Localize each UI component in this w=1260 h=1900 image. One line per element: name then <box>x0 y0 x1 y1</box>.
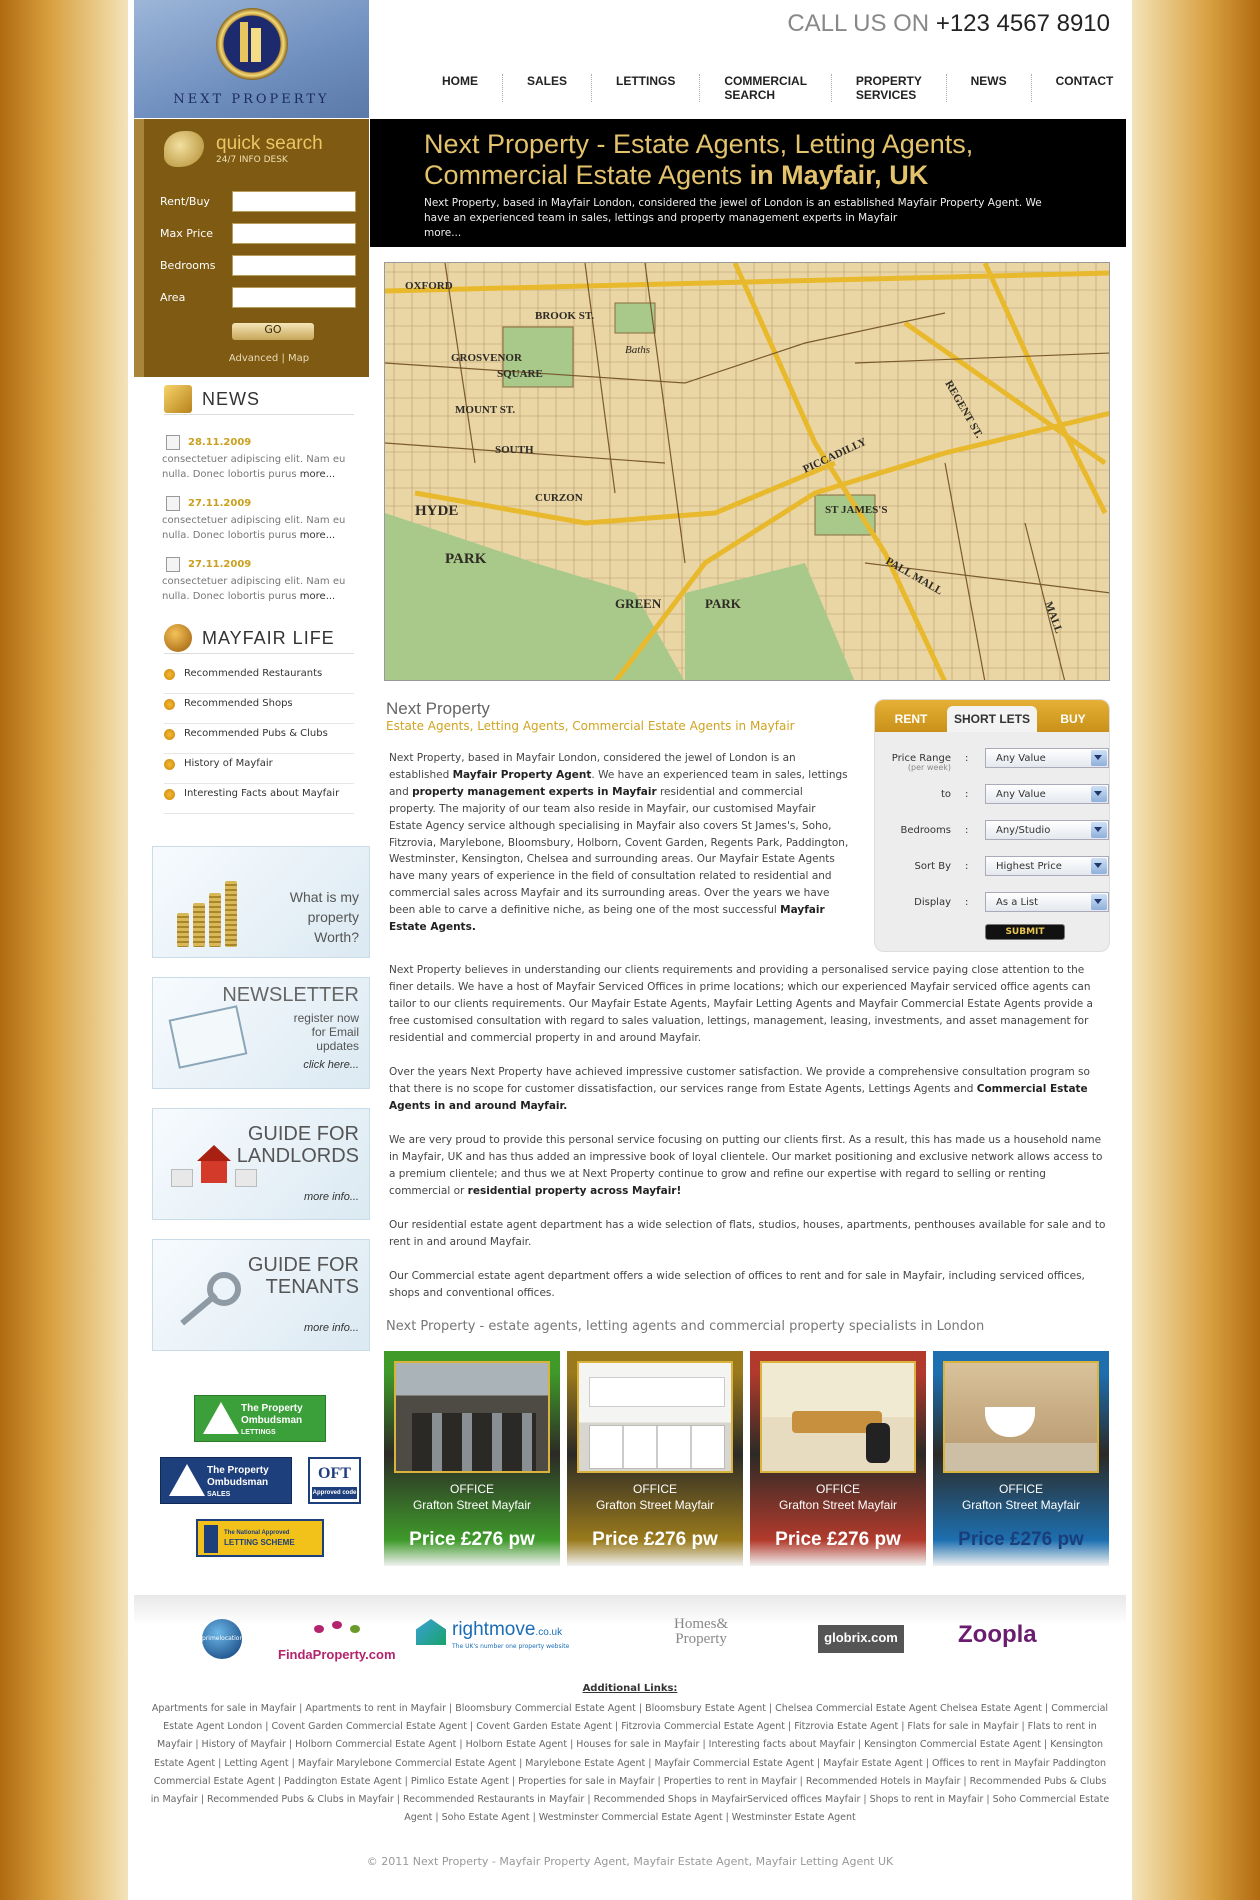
hero-title <box>424 129 1104 191</box>
worth-line3: Worth? <box>314 929 359 945</box>
max-price-input[interactable] <box>232 223 356 244</box>
ombudsman-logo-icon <box>169 1464 205 1496</box>
rightmove-tagline: The UK's number one property website <box>452 1643 570 1650</box>
news-more-link[interactable]: more... <box>299 469 336 480</box>
map-label: PARK <box>705 596 741 611</box>
homes-logo-text: Property <box>675 1631 727 1647</box>
homes-logo-text: Homes& <box>674 1616 729 1632</box>
badge-text: LETTINGS <box>241 1429 276 1436</box>
map-graphic <box>385 263 1110 681</box>
mayfair-life-link[interactable]: Recommended Pubs & Clubs <box>164 724 354 754</box>
submit-button[interactable]: SUBMIT <box>985 924 1065 940</box>
qs-row-rent-buy <box>160 191 370 213</box>
main-nav <box>418 74 1132 102</box>
news-item <box>162 559 352 604</box>
text: residential property across Mayfair! <box>467 1185 682 1197</box>
qs-row-max-price <box>160 223 370 245</box>
mayfair-life-title: MAYFAIR LIFE <box>202 628 335 648</box>
text: Next Property, based in Mayfair London, considered the jewel of London is an established <box>389 752 796 781</box>
logo-text: NEXT PROPERTY <box>173 92 330 107</box>
newsletter-promo[interactable] <box>152 977 370 1089</box>
key-icon <box>164 131 204 167</box>
rightmove-tld: .co.uk <box>535 1627 563 1638</box>
nav-home[interactable]: HOME <box>418 74 503 102</box>
qs-label: Bedrooms <box>160 259 216 272</box>
tab-rent[interactable]: RENT <box>894 712 928 726</box>
news-date: 28.11.2009 <box>162 437 352 448</box>
property-card[interactable] <box>384 1351 560 1566</box>
quick-search-subtitle: 24/7 INFO DESK <box>216 155 288 165</box>
area-input[interactable] <box>232 287 356 308</box>
ombudsman-logo-icon <box>203 1402 239 1434</box>
hero-description: Next Property, based in Mayfair London, considered the jewel of London is an established Mayfair Property Agent. We have an experienced team in sales, lettings and property management experts in Mayfair <box>424 197 1042 224</box>
mayfair-life-link[interactable]: Recommended Shops <box>164 694 354 724</box>
qs-row-area <box>160 287 370 309</box>
hero-text <box>424 196 1044 241</box>
price-to-select[interactable] <box>985 784 1109 804</box>
field-label: to <box>940 789 951 800</box>
property-search-form <box>874 699 1110 952</box>
price-from-select[interactable] <box>985 748 1109 768</box>
rightmove-house-icon <box>416 1619 446 1645</box>
rightmove-logo[interactable] <box>452 1619 562 1641</box>
map-label: CURZON <box>535 492 583 504</box>
field-label: Bedrooms <box>900 825 951 836</box>
mayfair-life-link[interactable]: History of Mayfair <box>164 754 354 784</box>
intro-paragraph-2: Next Property believes in understanding our clients requirements and providing a personalised service paying close attention to the finer details. We have a host of Mayfair Serviced Offices in prime locations; which our experienced Mayfair serviced office agents can tailor to our clients requirements. Our Mayfair Estate Agents, Mayfair Letting Agents and Mayfair Commercial Estate Agents provide a free customised consultation with regard to sales valuation, lettings, management, leasing, investments, and asset management for residential and commercial property in and around Mayfair. <box>389 964 1093 1044</box>
map-label: SQUARE <box>497 368 543 380</box>
property-photo <box>394 1361 550 1473</box>
text: We are very proud to provide this personal service focusing on putting our clients first. As a result, this has made us a household name in Mayfair, UK and has thus added an impressive book of loyal clientele. Our market positioning and exclusive network allows access to a premium clientele; and thus we at Next Property continue to grow and refine our expertise with regard to selling or renting commercial or <box>389 1134 1103 1197</box>
rent-buy-input[interactable] <box>232 191 356 212</box>
news-header <box>164 381 354 415</box>
chevron-down-icon <box>1094 791 1102 796</box>
select-value: As a List <box>996 897 1039 908</box>
property-photo <box>760 1361 916 1473</box>
display-row: Display : As a List <box>885 892 1101 914</box>
tab-short-lets[interactable]: SHORT LETS <box>947 706 1037 732</box>
display-select[interactable] <box>985 892 1109 912</box>
bedrooms-select[interactable] <box>985 820 1109 840</box>
price-to-row: to : Any Value <box>885 784 1101 806</box>
badge-text: SALES <box>207 1491 231 1498</box>
select-value: Any Value <box>996 789 1046 800</box>
news-more-link[interactable]: more... <box>299 530 336 541</box>
call-us <box>787 10 1110 38</box>
page-wrapper <box>128 0 1132 1900</box>
bedrooms-input[interactable] <box>232 255 356 276</box>
phone-number[interactable]: +123 4567 8910 <box>935 10 1110 37</box>
hero-more-link[interactable]: more... <box>424 227 462 239</box>
property-location: Grafton Street Mayfair <box>595 1498 715 1512</box>
tagline: Next Property - estate agents, letting agents and commercial property specialists in London <box>386 1319 985 1334</box>
news-date: 27.11.2009 <box>162 498 352 509</box>
additional-links[interactable]: Apartments for sale in Mayfair | Apartments to rent in Mayfair | Bloomsbury Commercial Estate Agent | Bloomsbury Estate Agent | Chelsea Commercial Estate Agent Chelsea Estate Agent | Commercial Estate Agent London | Covent Garden Commercial Estate Agent | Covent Garden Estate Agent | Fitzrovia Commercial Estate Agent | Fitzrovia Estate Agent | Flats for sale in Mayfair | Flats to rent in Mayfair | History of Mayfair | Holborn Commercial Estate Agent | Holborn Estate Agent | Houses for sale in Mayfair | Interesting facts about Mayfair | Kensington Commercial Estate Agent | Kensington Estate Agent | Letting Agent | Mayfair Marylebone Commercial Estate Agent | Marylebone Estate Agent | Mayfair Commercial Estate Agent | Mayfair Estate Agent | Offices to rent in Mayfair Paddington Commercial Estate Agent | Paddington Estate Agent | Pimlico Estate Agent | Properties for sale in Mayfair | Properties to rent in Mayfair | Recommended Hotels in Mayfair | Recommended Pubs & Clubs in Mayfair | Recommended Pubs & Clubs in Mayfair | Recommended Restaurants in Mayfair | Recommended Shops in MayfairServiced offices Mayfair | Shops to rent in Mayfair | Soho Commercial Estate Agent | Soho Estate Agent | Westminster Commercial Estate Agent | Westminster Estate Agent <box>150 1703 1110 1824</box>
landlords-line2: LANDLORDS <box>236 1145 359 1167</box>
globrix-logo[interactable]: globrix.com <box>818 1625 904 1653</box>
worth-line1: What is my <box>289 889 359 905</box>
landlords-line1: GUIDE FOR <box>247 1123 359 1145</box>
text: Commercial Estate Agents in and around Mayfair. <box>389 1083 1088 1112</box>
partner-logos <box>134 1595 1126 1695</box>
additional-links-title: Additional Links: <box>582 1683 678 1694</box>
news-item <box>162 498 352 543</box>
chevron-down-icon <box>1094 899 1102 904</box>
newsletter-line1: register now <box>293 1011 359 1025</box>
call-label: CALL US ON <box>787 10 930 37</box>
tenants-line2: TENANTS <box>265 1276 359 1298</box>
map-label: GREEN <box>615 596 662 611</box>
chevron-down-icon <box>1094 827 1102 832</box>
property-type: OFFICE <box>450 1482 494 1496</box>
news-text: consectetuer adipiscing elit. Nam eu nulla. Donec lobortis purus <box>162 576 346 602</box>
field-label: Display <box>914 897 951 908</box>
text: residential and commercial property. The majority of our team also reside in Mayfair, our customised Mayfair Estate Agency service although specialising in Mayfair also covers St James's, Soho, Fitzrovia, Marylebone, Bloomsbury, Holborn, Covent Garden, Regents Park, Paddington, Westminster, Kensington, Chelsea and surrounding areas. Our Mayfair Estate Agents have many years of experience in the field of consultation related to residential and commercial sales across Mayfair and its surrounding areas. Over the years we have been able to carve a definitive niche, as being one of the most successful <box>389 785 849 917</box>
letting-scheme-badge[interactable] <box>196 1519 324 1557</box>
hero-banner <box>370 119 1126 247</box>
news-text: consectetuer adipiscing elit. Nam eu nulla. Donec lobortis purus <box>162 454 346 480</box>
map-label: BROOK ST. <box>535 310 595 322</box>
field-label: Price Range <box>891 753 951 764</box>
key-icon <box>167 1268 257 1328</box>
newsletter-title: NEWSLETTER <box>222 984 359 1006</box>
sort-by-select[interactable] <box>985 856 1109 876</box>
nav-contact[interactable]: CONTACT <box>1055 74 1114 88</box>
badge-text: Ombudsman <box>207 1477 269 1488</box>
property-card[interactable] <box>567 1351 743 1566</box>
nav-commercial-search[interactable]: COMMERCIAL SEARCH <box>700 74 831 102</box>
map-label: REGENT ST. <box>942 378 985 441</box>
map-label: ST JAMES'S <box>825 504 888 516</box>
map-label: MALL <box>1042 599 1065 636</box>
property-worth-promo[interactable] <box>152 846 370 958</box>
hero-title-line1: Next Property - Estate Agents, Letting Agents, <box>424 129 974 159</box>
logo[interactable] <box>134 0 369 118</box>
property-card[interactable] <box>933 1351 1109 1566</box>
map-label: MOUNT ST. <box>455 404 516 416</box>
intro-title: Next Property <box>386 699 490 718</box>
quick-search-panel <box>134 119 369 377</box>
news-more-link[interactable]: more... <box>299 591 336 602</box>
map-label: PICCADILLY <box>801 435 869 476</box>
map-label: GROSVENOR <box>451 352 522 364</box>
map-label: Baths <box>625 344 651 356</box>
property-type: OFFICE <box>999 1482 1043 1496</box>
chevron-down-icon <box>1094 755 1102 760</box>
text: property management experts in Mayfair <box>412 785 657 798</box>
mayfair-life-header <box>164 620 354 654</box>
worth-line2: property <box>307 909 359 925</box>
property-price: Price £276 pw <box>775 1529 901 1550</box>
hero-title-location: in Mayfair, UK <box>749 160 929 190</box>
qs-label: Rent/Buy <box>160 195 210 208</box>
area-map[interactable] <box>384 262 1110 681</box>
nav-sales[interactable]: SALES <box>503 74 592 102</box>
birds-icon <box>314 1621 364 1635</box>
badge-text: Approved code <box>312 1487 357 1499</box>
quick-search-title: quick search <box>216 133 323 154</box>
mayfair-life-link[interactable]: Recommended Restaurants <box>164 664 354 694</box>
ombudsman-sales-badge[interactable] <box>160 1457 292 1504</box>
badge-text: OFT <box>318 1465 351 1482</box>
findaproperty-logo[interactable]: FindaProperty.com <box>278 1647 396 1662</box>
text: Mayfair Property Agent <box>452 768 592 781</box>
zoopla-logo[interactable]: Zoopla <box>958 1621 1037 1648</box>
property-price: Price £276 pw <box>958 1529 1084 1550</box>
intro-paragraph-3 <box>389 1064 1109 1115</box>
scheme-logo-icon <box>204 1525 218 1553</box>
select-value: Any Value <box>996 753 1046 764</box>
news-title: NEWS <box>202 389 260 409</box>
news-date: 27.11.2009 <box>162 559 352 570</box>
globe-icon <box>164 624 192 652</box>
copyright: © 2011 Next Property - Mayfair Property Agent, Mayfair Estate Agent, Mayfair Letting Agent UK <box>366 1855 894 1868</box>
landlords-cta[interactable]: more info... <box>303 1191 359 1203</box>
intro-paragraph-5: Our residential estate agent department has a wide selection of flats, studios, houses, apartments, penthouses available for sale and to rent in and around Mayfair. <box>389 1219 1106 1248</box>
primelocation-logo[interactable]: primelocation.com <box>202 1619 242 1659</box>
intro-paragraph-6: Our Commercial estate agent department offers a wide selection of offices to rent and for sale in Mayfair, including serviced offices, shops and conventional offices. <box>389 1270 1085 1299</box>
qs-row-bedrooms <box>160 255 370 277</box>
badge-text: The Property <box>207 1465 269 1476</box>
bedrooms-row: Bedrooms : Any/Studio <box>885 820 1101 842</box>
map-label: PALL MALL <box>883 555 945 598</box>
nav-news[interactable]: NEWS <box>947 74 1032 102</box>
tab-buy[interactable]: BUY <box>1060 712 1086 726</box>
advanced-map-links[interactable]: Advanced | Map <box>228 353 310 364</box>
nav-lettings[interactable]: LETTINGS <box>592 74 700 102</box>
ombudsman-lettings-badge[interactable] <box>194 1395 326 1442</box>
property-location: Grafton Street Mayfair <box>778 1498 898 1512</box>
qs-label: Area <box>160 291 186 304</box>
text: Over the years Next Property have achieved impressive customer satisfaction. We provide a comprehensive consultation program so that there is no scope for customer dissatisfaction, our services range from Estate Agents, Lettings Agents and <box>389 1066 1090 1095</box>
logo-emblem-icon <box>216 8 288 80</box>
sort-by-row: Sort By : Highest Price <box>885 856 1101 878</box>
map-label: PARK <box>445 551 487 567</box>
select-value: Highest Price <box>996 861 1062 872</box>
badge-text: The National Approved <box>224 1530 290 1536</box>
go-button[interactable]: GO <box>232 323 314 340</box>
map-label: OXFORD <box>405 280 453 292</box>
badge-text: LETTING SCHEME <box>224 1538 295 1547</box>
newsletter-line3: updates <box>316 1039 359 1053</box>
field-sublabel: (per week) <box>907 763 951 772</box>
property-type: OFFICE <box>816 1482 860 1496</box>
news-text: consectetuer adipiscing elit. Nam eu nulla. Donec lobortis purus <box>162 515 346 541</box>
qs-label: Max Price <box>160 227 214 240</box>
property-location: Grafton Street Mayfair <box>412 1498 532 1512</box>
property-photo <box>943 1361 1099 1473</box>
newspaper-icon <box>164 385 192 413</box>
oft-badge[interactable] <box>308 1457 361 1504</box>
select-value: Any/Studio <box>996 825 1051 836</box>
property-price: Price £276 pw <box>592 1529 718 1550</box>
coins-icon <box>163 873 253 953</box>
nav-property-services[interactable]: PROPERTY SERVICES <box>832 74 947 102</box>
mayfair-life-link[interactable]: Interesting Facts about Mayfair <box>164 784 354 814</box>
badge-text: Ombudsman <box>241 1415 303 1426</box>
property-photo <box>577 1361 733 1473</box>
intro-paragraph-1 <box>389 750 849 936</box>
hero-title-line2: Commercial Estate Agents <box>424 160 750 190</box>
tenants-cta[interactable]: more info... <box>303 1322 359 1334</box>
newsletter-cta[interactable]: click here... <box>303 1059 359 1071</box>
badge-text: The Property <box>241 1403 303 1414</box>
property-price: Price £276 pw <box>409 1529 535 1550</box>
intro-paragraph-4 <box>389 1132 1109 1200</box>
tenants-guide-promo[interactable] <box>152 1239 370 1351</box>
price-range-row: Price Range (per week) : Any Value <box>885 748 1101 770</box>
newsletter-line2: for Email <box>311 1025 359 1039</box>
homes-property-logo[interactable] <box>674 1617 728 1647</box>
text: . We have an experienced team in sales, lettings and <box>389 768 848 798</box>
property-card[interactable] <box>750 1351 926 1566</box>
chevron-down-icon <box>1094 863 1102 868</box>
property-location: Grafton Street Mayfair <box>961 1498 1081 1512</box>
intro-subtitle: Estate Agents, Letting Agents, Commercial Estate Agents in Mayfair <box>386 719 795 733</box>
landlords-guide-promo[interactable] <box>152 1108 370 1220</box>
map-label: HYDE <box>415 503 459 519</box>
map-label: SOUTH <box>495 444 534 456</box>
text: Mayfair Estate Agents. <box>389 904 825 934</box>
rightmove-name: rightmove <box>452 1619 536 1640</box>
news-item <box>162 437 352 482</box>
tenants-line1: GUIDE FOR <box>247 1254 359 1276</box>
field-label: Sort By <box>914 861 951 872</box>
property-type: OFFICE <box>633 1482 677 1496</box>
